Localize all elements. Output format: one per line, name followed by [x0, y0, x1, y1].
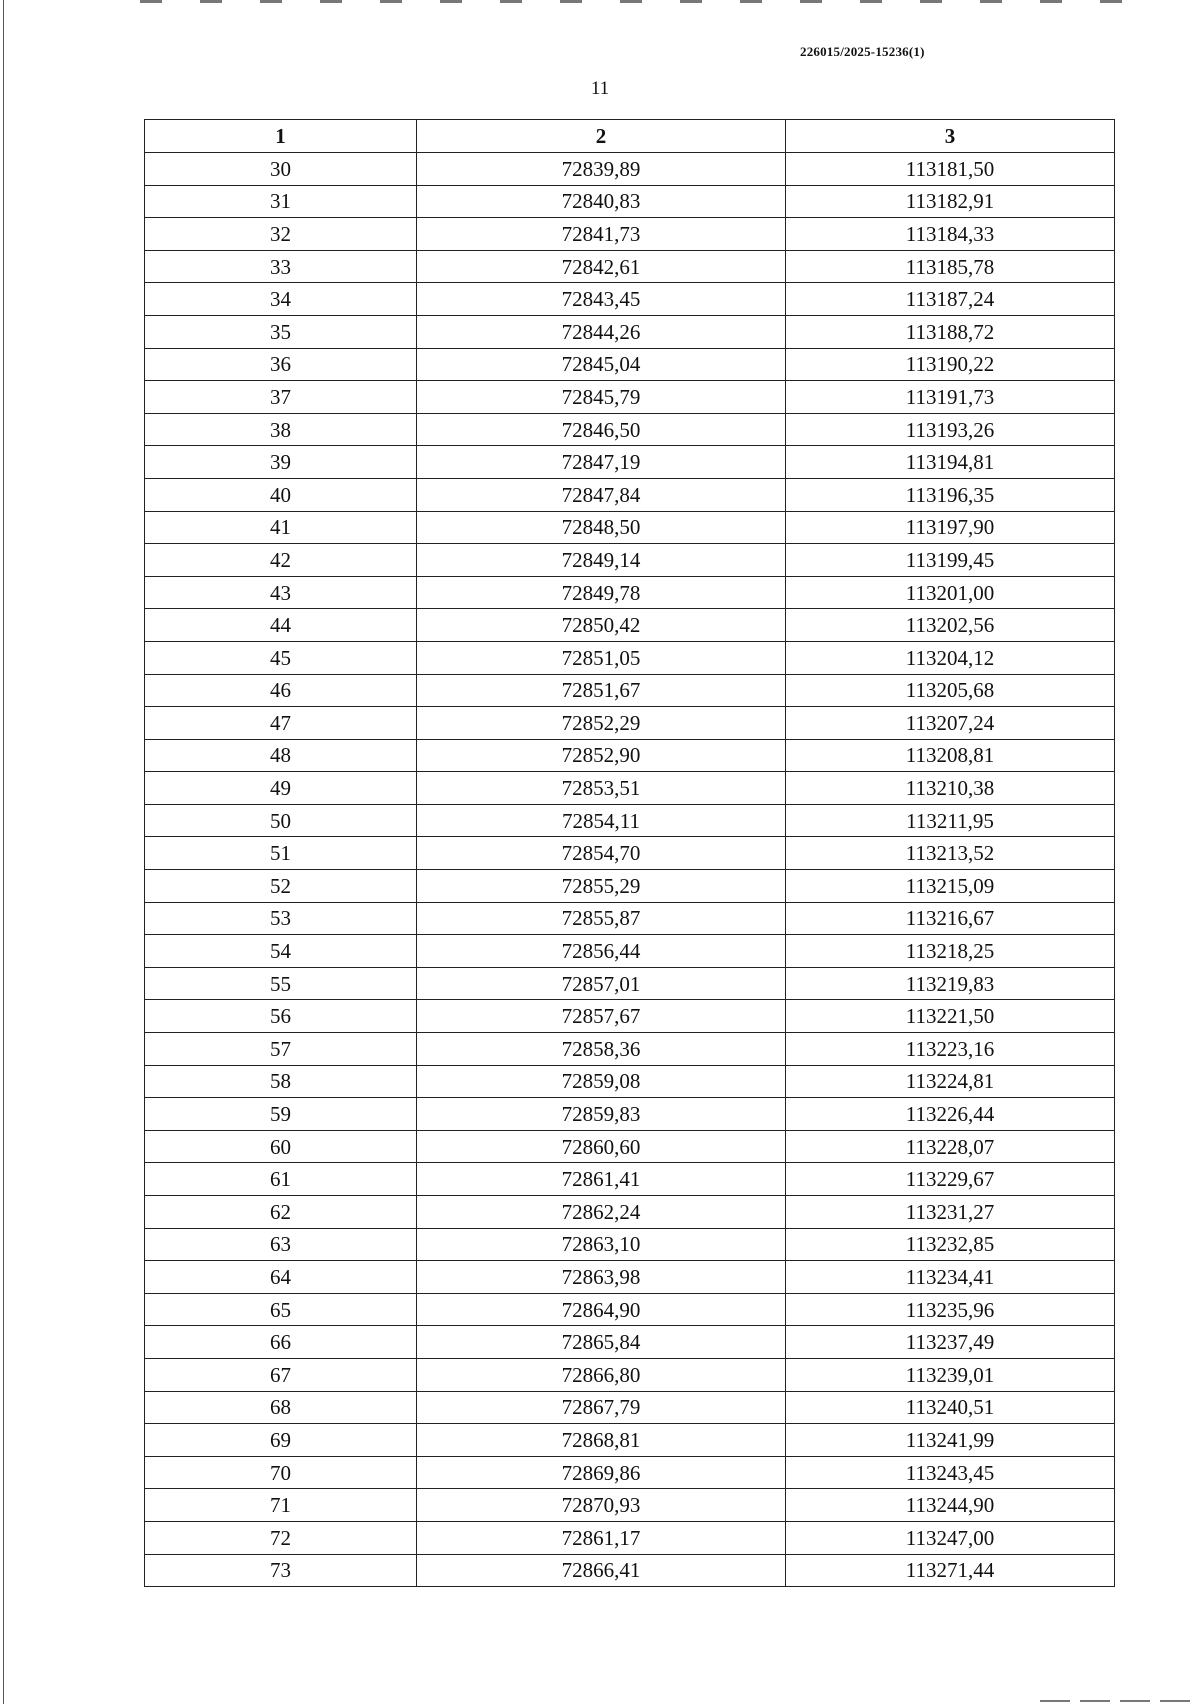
- y-coordinate-cell: 113208,81: [786, 739, 1115, 772]
- table-row: [145, 641, 1115, 674]
- x-coordinate-cell: 72869,86: [417, 1456, 786, 1489]
- point-number-cell: 34: [145, 283, 417, 316]
- y-coordinate-cell: 113226,44: [786, 1098, 1115, 1131]
- x-coordinate-cell: 72855,29: [417, 870, 786, 903]
- point-number-cell: 55: [145, 967, 417, 1000]
- point-number-cell: 50: [145, 804, 417, 837]
- table-row: [145, 1130, 1115, 1163]
- y-coordinate-cell: 113184,33: [786, 218, 1115, 251]
- table-row: [145, 902, 1115, 935]
- x-coordinate-cell: 72863,10: [417, 1228, 786, 1261]
- table-row: [145, 1521, 1115, 1554]
- table-row: [145, 1554, 1115, 1587]
- point-number-cell: 36: [145, 348, 417, 381]
- y-coordinate-cell: 113223,16: [786, 1033, 1115, 1066]
- y-coordinate-cell: 113234,41: [786, 1261, 1115, 1294]
- point-number-cell: 65: [145, 1293, 417, 1326]
- table-row: [145, 413, 1115, 446]
- point-number-cell: 54: [145, 935, 417, 968]
- x-coordinate-cell: 72854,70: [417, 837, 786, 870]
- x-coordinate-cell: 72862,24: [417, 1196, 786, 1229]
- table-row: [145, 250, 1115, 283]
- y-coordinate-cell: 113202,56: [786, 609, 1115, 642]
- y-coordinate-cell: 113201,00: [786, 576, 1115, 609]
- point-number-cell: 58: [145, 1065, 417, 1098]
- table-row: [145, 544, 1115, 577]
- x-coordinate-cell: 72839,89: [417, 153, 786, 186]
- x-coordinate-cell: 72858,36: [417, 1033, 786, 1066]
- y-coordinate-cell: 113243,45: [786, 1456, 1115, 1489]
- scan-bottom-marks: [1040, 1700, 1200, 1702]
- y-coordinate-cell: 113244,90: [786, 1489, 1115, 1522]
- point-number-cell: 52: [145, 870, 417, 903]
- x-coordinate-cell: 72847,19: [417, 446, 786, 479]
- table-row: [145, 804, 1115, 837]
- y-coordinate-cell: 113210,38: [786, 772, 1115, 805]
- y-coordinate-cell: 113191,73: [786, 381, 1115, 414]
- x-coordinate-cell: 72868,81: [417, 1424, 786, 1457]
- y-coordinate-cell: 113187,24: [786, 283, 1115, 316]
- x-coordinate-cell: 72850,42: [417, 609, 786, 642]
- y-coordinate-cell: 113229,67: [786, 1163, 1115, 1196]
- y-coordinate-cell: 113213,52: [786, 837, 1115, 870]
- point-number-cell: 40: [145, 478, 417, 511]
- point-number-cell: 47: [145, 707, 417, 740]
- point-number-cell: 56: [145, 1000, 417, 1033]
- y-coordinate-cell: 113219,83: [786, 967, 1115, 1000]
- y-coordinate-cell: 113197,90: [786, 511, 1115, 544]
- scan-top-marks: [140, 0, 1140, 3]
- y-coordinate-cell: 113239,01: [786, 1358, 1115, 1391]
- table-row: [145, 967, 1115, 1000]
- y-coordinate-cell: 113181,50: [786, 153, 1115, 186]
- y-coordinate-cell: 113231,27: [786, 1196, 1115, 1229]
- point-number-cell: 30: [145, 153, 417, 186]
- table-row: [145, 1391, 1115, 1424]
- x-coordinate-cell: 72861,41: [417, 1163, 786, 1196]
- x-coordinate-cell: 72870,93: [417, 1489, 786, 1522]
- table-row: [145, 1228, 1115, 1261]
- table-row: [145, 381, 1115, 414]
- point-number-cell: 37: [145, 381, 417, 414]
- y-coordinate-cell: 113215,09: [786, 870, 1115, 903]
- table-row: [145, 1424, 1115, 1457]
- point-number-cell: 32: [145, 218, 417, 251]
- point-number-cell: 64: [145, 1261, 417, 1294]
- y-coordinate-cell: 113204,12: [786, 641, 1115, 674]
- point-number-cell: 39: [145, 446, 417, 479]
- y-coordinate-cell: 113199,45: [786, 544, 1115, 577]
- table-row: [145, 609, 1115, 642]
- table-row: [145, 153, 1115, 186]
- x-coordinate-cell: 72860,60: [417, 1130, 786, 1163]
- point-number-cell: 60: [145, 1130, 417, 1163]
- table-row: [145, 1489, 1115, 1522]
- table-row: [145, 1065, 1115, 1098]
- point-number-cell: 72: [145, 1521, 417, 1554]
- x-coordinate-cell: 72847,84: [417, 478, 786, 511]
- y-coordinate-cell: 113235,96: [786, 1293, 1115, 1326]
- y-coordinate-cell: 113205,68: [786, 674, 1115, 707]
- point-number-cell: 57: [145, 1033, 417, 1066]
- column-header-y: 3: [786, 120, 1115, 153]
- y-coordinate-cell: 113240,51: [786, 1391, 1115, 1424]
- x-coordinate-cell: 72856,44: [417, 935, 786, 968]
- point-number-cell: 42: [145, 544, 417, 577]
- y-coordinate-cell: 113232,85: [786, 1228, 1115, 1261]
- table-row: [145, 348, 1115, 381]
- x-coordinate-cell: 72846,50: [417, 413, 786, 446]
- table-row: [145, 1456, 1115, 1489]
- x-coordinate-cell: 72845,04: [417, 348, 786, 381]
- x-coordinate-cell: 72852,90: [417, 739, 786, 772]
- y-coordinate-cell: 113185,78: [786, 250, 1115, 283]
- point-number-cell: 59: [145, 1098, 417, 1131]
- document-reference: 226015/2025-15236(1): [800, 44, 925, 59]
- x-coordinate-cell: 72863,98: [417, 1261, 786, 1294]
- x-coordinate-cell: 72843,45: [417, 283, 786, 316]
- table-row: [145, 1293, 1115, 1326]
- table-row: [145, 185, 1115, 218]
- table-row: [145, 315, 1115, 348]
- table-row: [145, 1163, 1115, 1196]
- x-coordinate-cell: 72866,80: [417, 1358, 786, 1391]
- x-coordinate-cell: 72844,26: [417, 315, 786, 348]
- table-header-row: [145, 120, 1115, 153]
- y-coordinate-cell: 113211,95: [786, 804, 1115, 837]
- y-coordinate-cell: 113207,24: [786, 707, 1115, 740]
- y-coordinate-cell: 113271,44: [786, 1554, 1115, 1587]
- scan-left-border: [3, 0, 4, 1704]
- x-coordinate-cell: 72840,83: [417, 185, 786, 218]
- table-row: [145, 218, 1115, 251]
- x-coordinate-cell: 72841,73: [417, 218, 786, 251]
- table-row: [145, 935, 1115, 968]
- point-number-cell: 31: [145, 185, 417, 218]
- point-number-cell: 53: [145, 902, 417, 935]
- table-body: [145, 153, 1115, 1587]
- y-coordinate-cell: 113190,22: [786, 348, 1115, 381]
- column-header-point: 1: [145, 120, 417, 153]
- point-number-cell: 73: [145, 1554, 417, 1587]
- point-number-cell: 46: [145, 674, 417, 707]
- x-coordinate-cell: 72849,14: [417, 544, 786, 577]
- x-coordinate-cell: 72849,78: [417, 576, 786, 609]
- x-coordinate-cell: 72851,67: [417, 674, 786, 707]
- x-coordinate-cell: 72853,51: [417, 772, 786, 805]
- y-coordinate-cell: 113241,99: [786, 1424, 1115, 1457]
- table-row: [145, 739, 1115, 772]
- point-number-cell: 45: [145, 641, 417, 674]
- point-number-cell: 43: [145, 576, 417, 609]
- table-row: [145, 772, 1115, 805]
- x-coordinate-cell: 72861,17: [417, 1521, 786, 1554]
- point-number-cell: 68: [145, 1391, 417, 1424]
- x-coordinate-cell: 72845,79: [417, 381, 786, 414]
- table-row: [145, 1000, 1115, 1033]
- table-row: [145, 1358, 1115, 1391]
- table-row: [145, 283, 1115, 316]
- x-coordinate-cell: 72842,61: [417, 250, 786, 283]
- y-coordinate-cell: 113218,25: [786, 935, 1115, 968]
- x-coordinate-cell: 72857,67: [417, 1000, 786, 1033]
- x-coordinate-cell: 72866,41: [417, 1554, 786, 1587]
- point-number-cell: 69: [145, 1424, 417, 1457]
- point-number-cell: 35: [145, 315, 417, 348]
- y-coordinate-cell: 113228,07: [786, 1130, 1115, 1163]
- point-number-cell: 51: [145, 837, 417, 870]
- table-row: [145, 870, 1115, 903]
- x-coordinate-cell: 72852,29: [417, 707, 786, 740]
- page-number: 11: [590, 78, 610, 99]
- x-coordinate-cell: 72865,84: [417, 1326, 786, 1359]
- x-coordinate-cell: 72867,79: [417, 1391, 786, 1424]
- point-number-cell: 62: [145, 1196, 417, 1229]
- y-coordinate-cell: 113237,49: [786, 1326, 1115, 1359]
- column-header-x: 2: [417, 120, 786, 153]
- y-coordinate-cell: 113193,26: [786, 413, 1115, 446]
- point-number-cell: 63: [145, 1228, 417, 1261]
- x-coordinate-cell: 72855,87: [417, 902, 786, 935]
- table-row: [145, 1033, 1115, 1066]
- table-row: [145, 1098, 1115, 1131]
- x-coordinate-cell: 72859,83: [417, 1098, 786, 1131]
- point-number-cell: 38: [145, 413, 417, 446]
- point-number-cell: 44: [145, 609, 417, 642]
- table-row: [145, 446, 1115, 479]
- y-coordinate-cell: 113194,81: [786, 446, 1115, 479]
- y-coordinate-cell: 113224,81: [786, 1065, 1115, 1098]
- point-number-cell: 67: [145, 1358, 417, 1391]
- point-number-cell: 71: [145, 1489, 417, 1522]
- y-coordinate-cell: 113182,91: [786, 185, 1115, 218]
- table-row: [145, 511, 1115, 544]
- y-coordinate-cell: 113188,72: [786, 315, 1115, 348]
- x-coordinate-cell: 72854,11: [417, 804, 786, 837]
- y-coordinate-cell: 113216,67: [786, 902, 1115, 935]
- table-row: [145, 576, 1115, 609]
- table-row: [145, 478, 1115, 511]
- point-number-cell: 66: [145, 1326, 417, 1359]
- y-coordinate-cell: 113247,00: [786, 1521, 1115, 1554]
- point-number-cell: 49: [145, 772, 417, 805]
- table-row: [145, 674, 1115, 707]
- x-coordinate-cell: 72864,90: [417, 1293, 786, 1326]
- point-number-cell: 33: [145, 250, 417, 283]
- y-coordinate-cell: 113196,35: [786, 478, 1115, 511]
- table-row: [145, 837, 1115, 870]
- x-coordinate-cell: 72851,05: [417, 641, 786, 674]
- table-row: [145, 1261, 1115, 1294]
- x-coordinate-cell: 72857,01: [417, 967, 786, 1000]
- point-number-cell: 70: [145, 1456, 417, 1489]
- point-number-cell: 61: [145, 1163, 417, 1196]
- table-row: [145, 707, 1115, 740]
- x-coordinate-cell: 72848,50: [417, 511, 786, 544]
- point-number-cell: 48: [145, 739, 417, 772]
- x-coordinate-cell: 72859,08: [417, 1065, 786, 1098]
- coordinates-table: [144, 119, 1115, 1587]
- table-row: [145, 1196, 1115, 1229]
- table-row: [145, 1326, 1115, 1359]
- y-coordinate-cell: 113221,50: [786, 1000, 1115, 1033]
- point-number-cell: 41: [145, 511, 417, 544]
